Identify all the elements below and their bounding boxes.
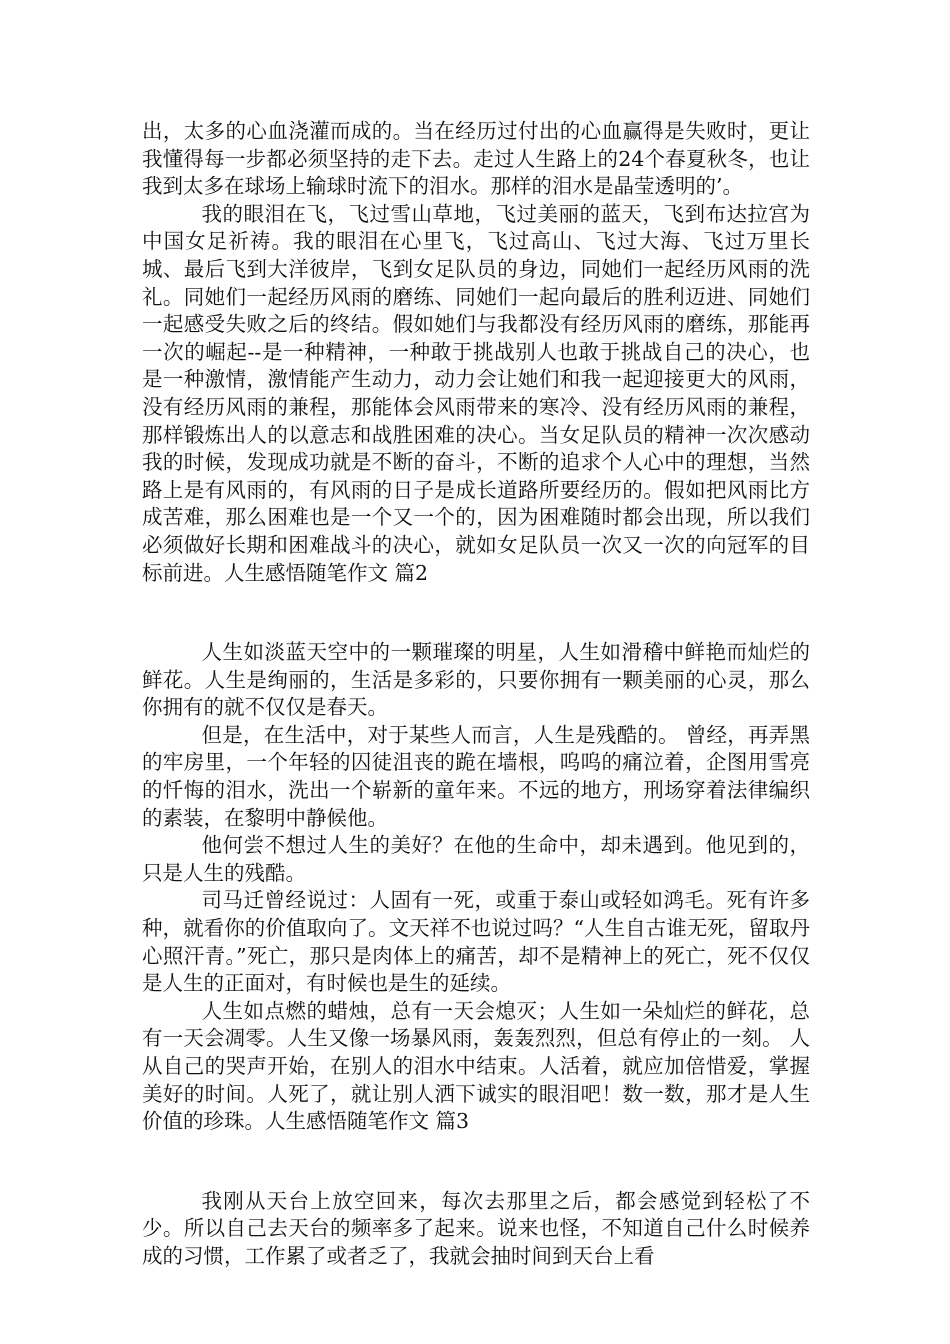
paragraph-8: 我刚从天台上放空回来，每次去那里之后，都会感觉到轻松了不少。所以自己去天台的频率多了起来。说来也怪，不知道自己什么时候养成的习惯，工作累了或者乏了，我就会抽时间到天台上看: [142, 1188, 810, 1268]
paragraph-7: 人生如点燃的蜡烛，总有一天会熄灭；人生如一朵灿烂的鲜花，总有一天会凋零。人生又像一场暴风雨，轰轰烈烈，但总有停止的一刻。 人从自己的哭声开始，在别人的泪水中结束。人活着，就应加倍惜爱，掌握美好的时间。人死了，就让别人洒下诚实的眼泪吧！数一数，那才是人生价值的珍珠。人生感悟随笔作文 篇3: [142, 998, 810, 1134]
paragraph-5: 他何尝不想过人生的美好？在他的生命中，却未遇到。他见到的，只是人生的残酷。: [142, 833, 810, 885]
section-gap: [142, 1136, 810, 1188]
section-gap: [142, 587, 810, 639]
paragraph-3: 人生如淡蓝天空中的一颗璀璨的明星，人生如滑稽中鲜艳而灿烂的鲜花。人生是绚丽的，生活是多彩的，只要你拥有一颗美丽的心灵，那么你拥有的就不仅仅是春天。: [142, 640, 810, 720]
document-page: [142, 118, 810, 1271]
paragraph-4: 但是，在生活中，对于某些人而言，人生是残酷的。 曾经，再弄黑的牢房里，一个年轻的囚徒沮丧的跪在墙根，呜呜的痛泣着，企图用雪亮的忏悔的泪水，洗出一个崭新的童年来。不远的地方，刑场穿着法律编织的素装，在黎明中静候他。: [142, 722, 810, 830]
paragraph-1: 出，太多的心血浇灌而成的。当在经历过付出的心血赢得是失败时，更让我懂得每一步都必须坚持的走下去。走过人生路上的24个春夏秋冬，也让我到太多在球场上输球时流下的泪水。那样的泪水是晶莹透明的’。: [142, 119, 810, 199]
paragraph-2: 我的眼泪在飞，飞过雪山草地，飞过美丽的蓝天，飞到布达拉宫为中国女足祈祷。我的眼泪在心里飞，飞过高山、飞过大海、飞过万里长城、最后飞到大洋彼岸，飞到女足队员的身边，同她们一起经历风雨的洗礼。同她们一起经历风雨的磨练、同她们一起向最后的胜利迈进、同她们一起感受失败之后的终结。假如她们与我都没有经历风雨的磨练，那能再一次的崛起--是一种精神，一种敢于挑战别人也敢于挑战自己的决心，也是一种激情，激情能产生动力，动力会让她们和我一起迎接更大的风雨，没有经历风雨的兼程，那能体会风雨带来的寒冷、没有经历风雨的兼程，那样锻炼出人的以意志和战胜困难的决心。当女足队员的精神一次次感动我的时候，发现成功就是不断的奋斗，不断的追求个人心中的理想，当然路上是有风雨的，有风雨的日子是成长道路所要经历的。假如把风雨比方成苦难，那么困难也是一个又一个的，因为困难随时都会出现，所以我们必须做好长期和困难战斗的决心，就如女足队员一次又一次的向冠军的目标前进。人生感悟随笔作文 篇2: [142, 201, 810, 585]
paragraph-6: 司马迁曾经说过：人固有一死，或重于泰山或轻如鸿毛。死有许多种，就看你的价值取向了。文天祥不也说过吗？“人生自古谁无死，留取丹心照汗青。”死亡，那只是肉体上的痛苦，却不是精神上的死亡，死不仅仅是人生的正面对，有时候也是生的延续。: [142, 888, 810, 996]
